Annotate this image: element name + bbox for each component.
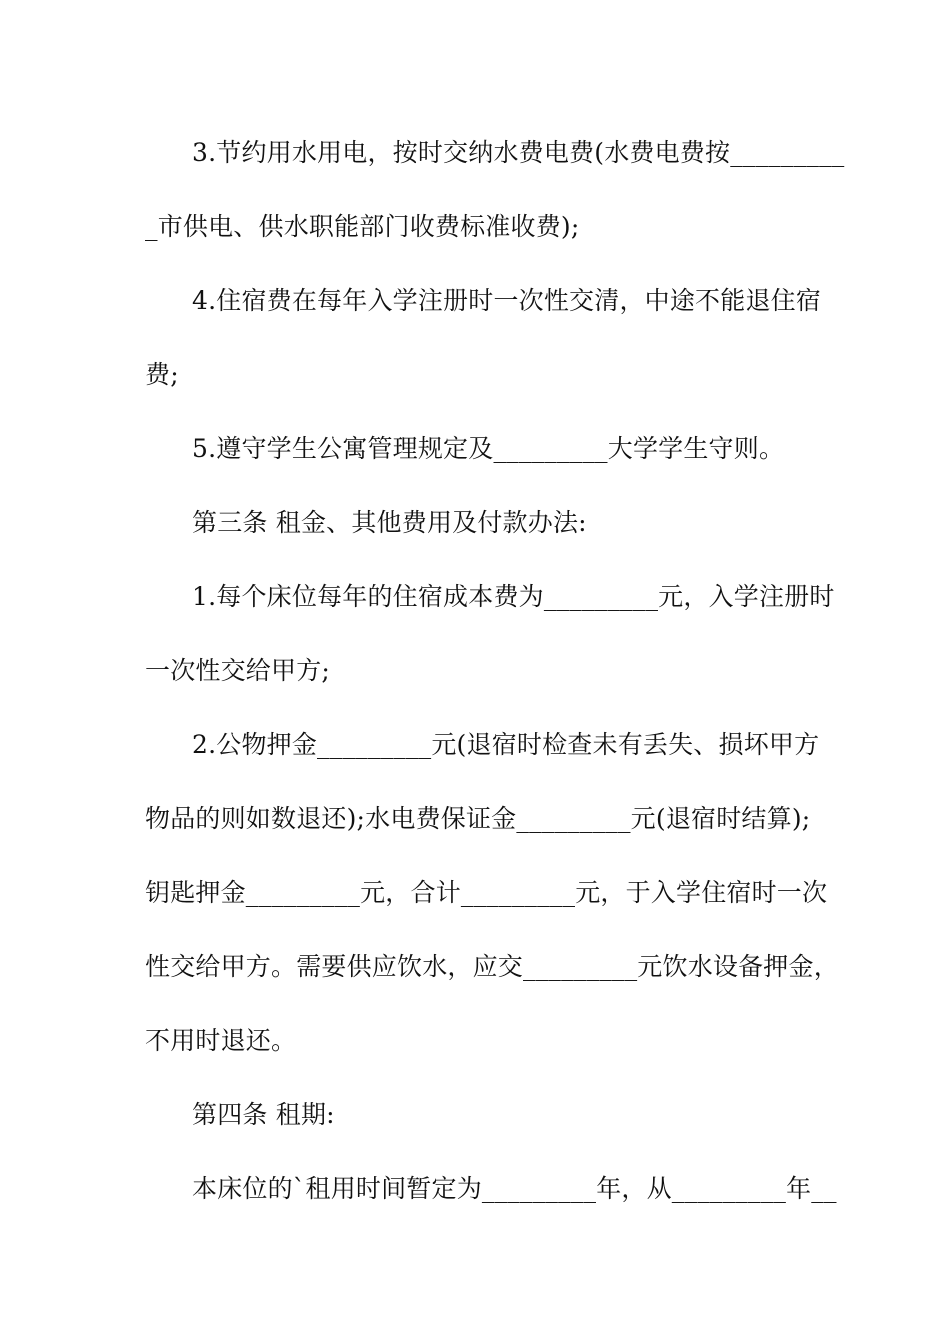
paragraph-line-9: 2.公物押金_________元(退宿时检查未有丢失、损坏甲方 — [192, 730, 820, 759]
paragraph-line-11: 钥匙押金_________元，合计_________元，于入学住宿时一次 — [145, 878, 828, 907]
paragraph-line-5: 5.遵守学生公寓管理规定及_________大学学生守则。 — [192, 434, 785, 463]
section-heading-article-3: 第三条 租金、其他费用及付款办法: — [192, 508, 587, 537]
paragraph-line-12: 性交给甲方。需要供应饮水，应交_________元饮水设备押金， — [145, 952, 839, 981]
paragraph-line-4: 费; — [145, 360, 179, 389]
paragraph-line-8: 一次性交给甲方; — [145, 656, 331, 685]
paragraph-line-1: 3.节约用水用电，按时交纳水费电费(水费电费按_________ — [192, 138, 845, 167]
paragraph-line-7: 1.每个床位每年的住宿成本费为_________元，入学注册时 — [192, 582, 835, 611]
section-heading-article-4: 第四条 租期: — [192, 1100, 335, 1129]
paragraph-line-3: 4.住宿费在每年入学注册时一次性交清，中途不能退住宿 — [192, 286, 822, 315]
paragraph-line-13: 不用时退还。 — [145, 1026, 297, 1055]
paragraph-line-15: 本床位的`租用时间暂定为_________年，从_________年__ — [192, 1174, 837, 1203]
paragraph-line-2: _市供电、供水职能部门收费标准收费); — [145, 212, 580, 241]
paragraph-line-10: 物品的则如数退还);水电费保证金_________元(退宿时结算); — [145, 804, 811, 833]
